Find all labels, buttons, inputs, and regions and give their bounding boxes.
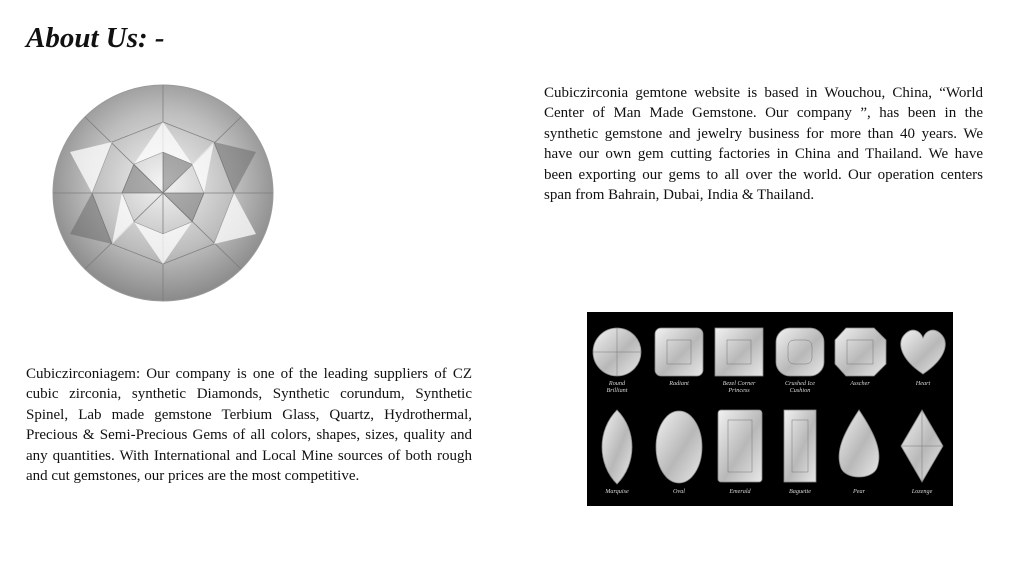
gem-label: Marquise	[605, 488, 629, 495]
gem-label: Pear	[852, 488, 866, 495]
page-title: About Us: -	[26, 22, 165, 54]
gem-label: Brilliant	[606, 387, 628, 394]
gem-label: Radiant	[669, 380, 689, 387]
gem-shapes-image	[587, 312, 953, 506]
gem-label: Asscher	[850, 380, 870, 387]
gem-label: Princess	[728, 387, 750, 394]
cushion-gem	[776, 328, 824, 376]
gem-label: Heart	[915, 380, 931, 387]
pear-gem	[839, 410, 879, 477]
round-diamond-image	[50, 82, 276, 304]
gem-label: Emerald	[729, 488, 751, 495]
gem-label: Cushion	[789, 387, 811, 394]
gem-label: Round	[608, 380, 626, 387]
radiant-gem	[655, 328, 703, 376]
oval-gem	[656, 411, 702, 483]
heart-gem	[901, 330, 945, 374]
baguette-gem	[784, 410, 816, 482]
asscher-gem	[835, 328, 886, 376]
marquise-gem	[602, 410, 632, 484]
about-paragraph-products: Cubiczirconiagem: Our company is one of the leading suppliers of CZ cubic zirconia, synthetic Diamonds, Synthetic corundum, Synthetic Spinel, Lab made gemstone Terbium Glass, Quartz, Hydrothermal, Precious & Semi-Precious Gems of all colors, shapes, sizes, quality and any quantities. With International and Local Mine sources of both rough and cut gemstones, our prices are the most competitive.	[26, 366, 472, 485]
gem-label: Crushed Ice	[784, 380, 816, 387]
gem-label: Lozenge	[911, 488, 933, 495]
emerald-gem	[718, 410, 762, 482]
gem-label: Baguette	[789, 488, 811, 495]
gem-label: Bezel Corner	[722, 380, 756, 387]
princess-gem	[715, 328, 763, 376]
gem-label: Oval	[672, 488, 686, 495]
about-paragraph-location: Cubiczirconia gemtone website is based in Wouchou, China, “World Center of Man Made Gemstone. Our company ”, has been in the synthetic gemstone and jewelry business for more than 40 years. We have our own gem cutting factories in China and Thailand. We have been exporting our gems to all over the world. Our operation centers span from Bahrain, Dubai, India & Thailand.	[544, 85, 983, 204]
